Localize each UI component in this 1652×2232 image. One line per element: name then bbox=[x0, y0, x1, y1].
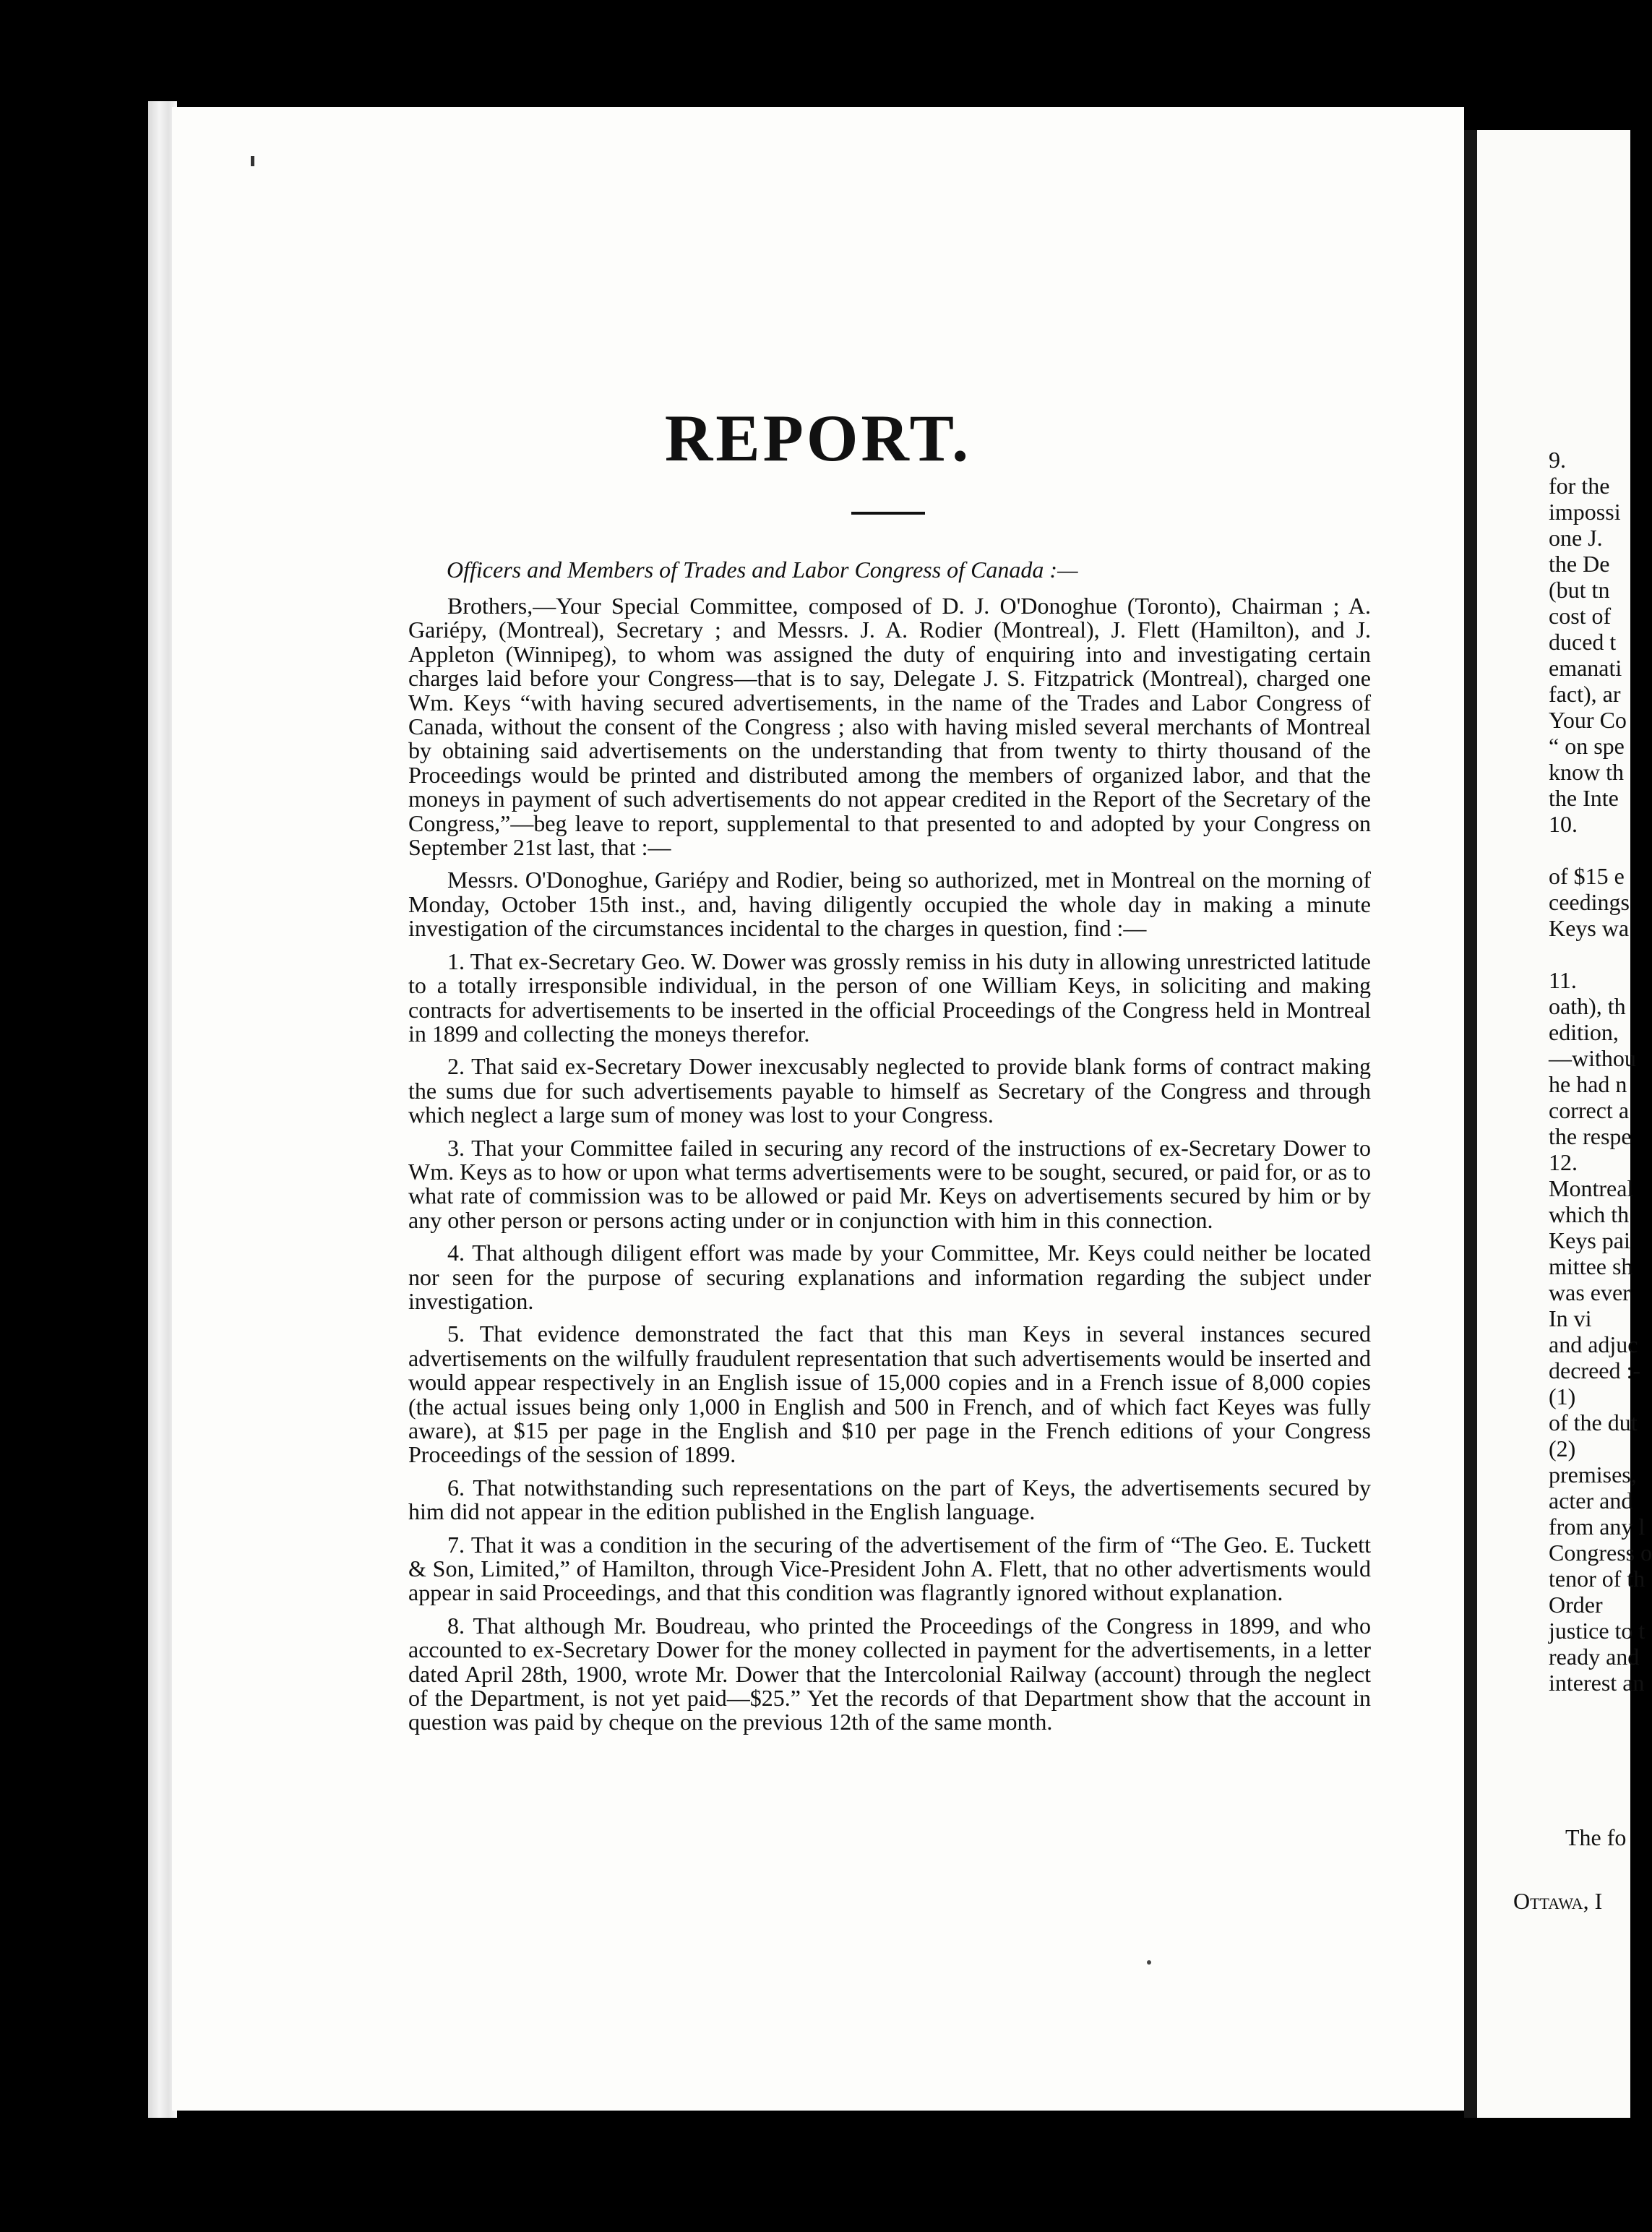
finding-3: 3. That your Committee failed in securing any record of the instructions of ex-Secretary Dower to Wm. Keys as to how or upon what terms advertisements were to be sought, secured, or paid for, or as to what rate of commission was to be allowed or paid Mr. Keys on advertisements secured by him or by any other person or persons acting under or in conjunction with him in this connection. bbox=[408, 1134, 1371, 1233]
facing-page-line: one J. bbox=[1549, 525, 1603, 551]
page-title: REPORT. bbox=[664, 401, 972, 475]
facing-page-line: —withou bbox=[1549, 1045, 1636, 1071]
facing-page-line: (2) bbox=[1549, 1435, 1576, 1461]
facing-page-line: emanati bbox=[1549, 655, 1622, 681]
finding-4: 4. That although diligent effort was made by your Committee, Mr. Keys could neither be located nor seen for the purpose of securing explanations and information regarding the subject under investigation. bbox=[408, 1240, 1371, 1314]
facing-page-line: was ever bbox=[1549, 1279, 1630, 1305]
facing-page-line: (but tn bbox=[1549, 577, 1610, 603]
scan-speck bbox=[1147, 1960, 1151, 1965]
facing-page-line: duced t bbox=[1549, 629, 1617, 655]
facing-page-line: Keys wa bbox=[1549, 915, 1630, 941]
facing-page-line: 11. bbox=[1549, 967, 1577, 993]
facing-page-line: of $15 e bbox=[1549, 863, 1625, 889]
facing-page-line: 9. bbox=[1549, 447, 1566, 473]
facing-page-line: impossi bbox=[1549, 499, 1621, 525]
finding-2: 2. That said ex-Secretary Dower inexcusably neglected to provide blank forms of contract making the sums due for such advertisements payable to himself as Secretary of the Congress and through which neglect a large sum of money was lost to your Congress. bbox=[408, 1053, 1371, 1128]
paragraph-investigation: Messrs. O'Donoghue, Gariépy and Rodier, being so authorized, met in Montreal on the morning of Monday, October 15th inst., and, having diligently occupied the whole day in making a minute investigation of the circumstances incidental to the charges in question, find :— bbox=[408, 867, 1371, 942]
facing-page-line: (1) bbox=[1549, 1383, 1576, 1409]
facing-page-line: the Inte bbox=[1549, 785, 1619, 811]
title-rule bbox=[851, 512, 925, 515]
facing-page-line bbox=[1549, 941, 1650, 967]
facing-page-line: mittee sh bbox=[1549, 1253, 1633, 1279]
facing-page-line: 10. bbox=[1549, 811, 1578, 837]
facing-page-line: In vi bbox=[1549, 1305, 1592, 1331]
facing-page-line: correct a bbox=[1549, 1097, 1630, 1123]
finding-6: 6. That notwithstanding such representations on the part of Keys, the advertisements secured by him did not appear in the edition published in the English language. bbox=[408, 1474, 1371, 1525]
finding-5: 5. That evidence demonstrated the fact that this man Keys in several instances secured advertisements on the wilfully fraudulent representation that such advertisements would be inserted and would appear respectively in an English issue of 15,000 copies and in a French issue of 8,000 copies (the actual issues being only 1,000 in English and 500 in French, and of which fact Keyes was fully aware), at $15 per page in the English and $10 per page in the French editions of your Congress Proceedings of the session of 1899. bbox=[408, 1321, 1371, 1468]
finding-1: 1. That ex-Secretary Geo. W. Dower was grossly remiss in his duty in allowing unrestricted latitude to a totally irresponsible individual, in the person of one William Keys, in soliciting and making contracts for advertisements to be inserted in the official Proceedings of the Congress held in Montreal in 1899 and collecting the moneys therefor. bbox=[408, 948, 1371, 1047]
facing-page-line: Order bbox=[1549, 1592, 1603, 1618]
facing-page-line: for the bbox=[1549, 473, 1610, 499]
facing-page-line: know th bbox=[1549, 759, 1624, 785]
facing-page-line: ready and bbox=[1549, 1644, 1640, 1670]
facing-page-line bbox=[1549, 837, 1650, 863]
facing-page-line: ceedings bbox=[1549, 889, 1630, 915]
facing-page-footer-line: The fo bbox=[1565, 1824, 1627, 1850]
facing-page-line: “ on spe bbox=[1549, 733, 1625, 759]
facing-page-line: from any l bbox=[1549, 1514, 1645, 1540]
facing-page-line: tenor of th bbox=[1549, 1566, 1645, 1592]
facing-page-line: acter and bbox=[1549, 1488, 1633, 1514]
facing-page-place-line: Ottawa, I bbox=[1513, 1888, 1603, 1914]
facing-page-line: premises, bbox=[1549, 1461, 1637, 1488]
facing-page-line: Your Co bbox=[1549, 707, 1627, 733]
facing-page-line: interest an bbox=[1549, 1670, 1645, 1696]
report-body bbox=[408, 557, 1371, 1743]
facing-page-line: the respe bbox=[1549, 1123, 1632, 1149]
facing-page-line: and adjuc bbox=[1549, 1331, 1638, 1357]
facing-page-line: Congress o bbox=[1549, 1540, 1652, 1566]
finding-8: 8. That although Mr. Boudreau, who printed the Proceedings of the Congress in 1899, and who accounted to ex-Secretary Dower for the money collected in payment for the advertisements, in a letter dated April 28th, 1900, wrote Mr. Dower that the Intercolonial Railway (account) through the neglect of the Department, is not yet paid—$25.” Yet the records of that Department show that the account in question was paid by cheque on the previous 12th of the same month. bbox=[408, 1612, 1371, 1735]
facing-page-text bbox=[1549, 447, 1650, 1696]
facing-page-line: fact), ar bbox=[1549, 681, 1621, 707]
facing-page-line: cost of bbox=[1549, 603, 1612, 629]
facing-page-line: Keys pai bbox=[1549, 1227, 1630, 1253]
facing-page-line: the De bbox=[1549, 551, 1610, 577]
facing-page-line: of the dut bbox=[1549, 1409, 1638, 1435]
paragraph-brothers: Brothers,—Your Special Committee, composed of D. J. O'Donoghue (Toronto), Chairman ; A. Gariépy, (Montreal), Secretary ; and Messrs. J. A. Rodier (Montreal), J. Flett (Hamilton), and J. Appleton (Winnipeg), to whom was assigned the duty of enquiring into and investigating certain charges laid before your Congress—that is to say, Delegate J. S. Fitzpatrick (Montreal), charged one Wm. Keys “with having secured advertisements, in the name of the Trades and Labor Congress of Canada, without the consent of the Congress ; also with having misled several merchants of Montreal by obtaining said advertisements on the understanding that from twenty to thirty thousand of the Proceedings would be printed and distributed among the members of organized labor, and that the moneys in payment of such advertisements do not appear credited in the Report of the Secretary of the Congress,”—beg leave to report, supplemental to that presented to and adopted by your Congress on September 21st last, that :— bbox=[408, 593, 1371, 861]
facing-page-line: decreed :- bbox=[1549, 1357, 1641, 1383]
facing-page-line: he had n bbox=[1549, 1071, 1627, 1097]
facing-page-line: oath), th bbox=[1549, 993, 1626, 1019]
facing-page-line: 12. bbox=[1549, 1149, 1578, 1175]
salutation: Officers and Members of Trades and Labor Congress of Canada :— bbox=[447, 557, 1078, 583]
scan-speck bbox=[251, 156, 254, 166]
book-gutter bbox=[1464, 130, 1477, 2118]
facing-page-line: Montreal bbox=[1549, 1175, 1634, 1201]
finding-7: 7. That it was a condition in the securing of the advertisement of the firm of “The Geo. E. Tuckett & Son, Limited,” of Hamilton, through Vice-President John A. Flett, that no other advertisments would appear in said Proceedings, and that this condition was flagrantly ignored without explanation. bbox=[408, 1531, 1371, 1606]
facing-page-line: justice to t bbox=[1549, 1618, 1645, 1644]
facing-page-line: which th bbox=[1549, 1201, 1630, 1227]
facing-page-line: edition, bbox=[1549, 1019, 1619, 1045]
